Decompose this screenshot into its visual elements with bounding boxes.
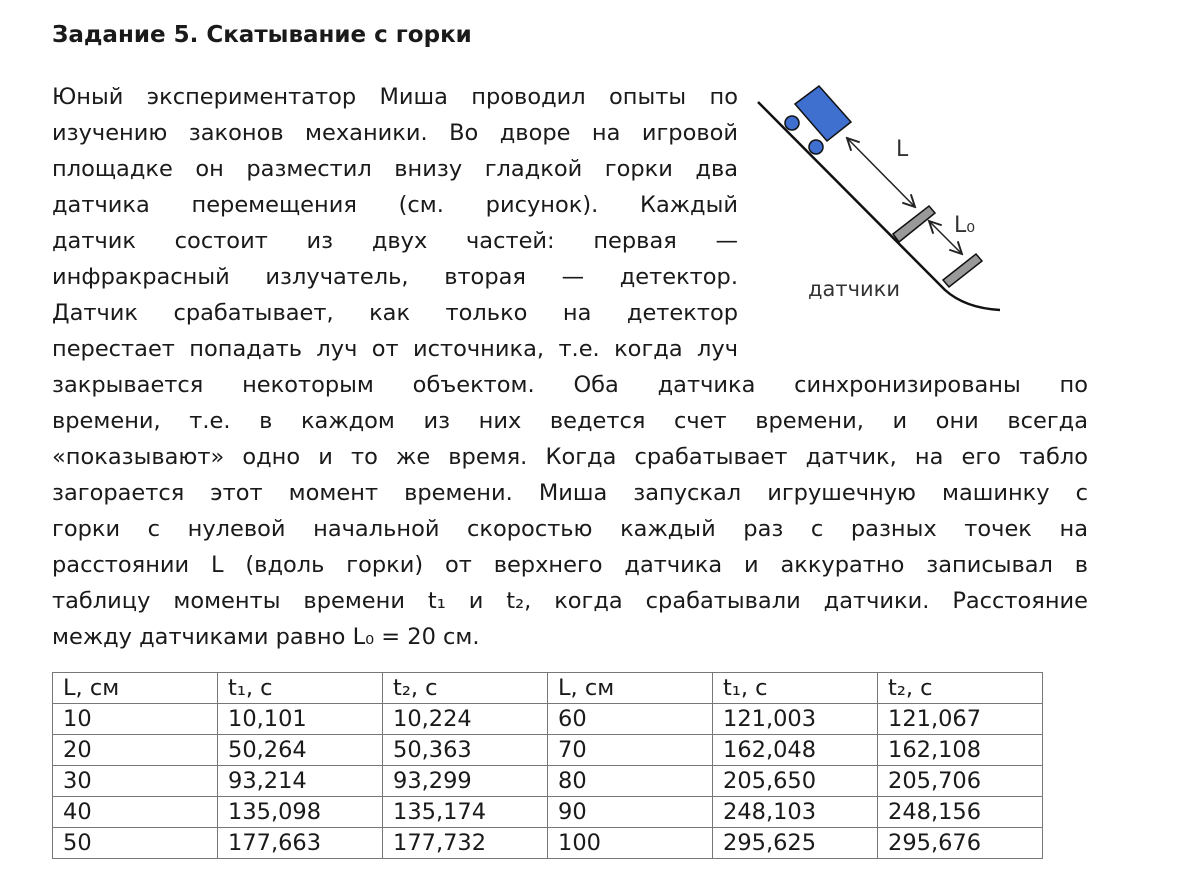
car-wheel bbox=[785, 116, 799, 130]
table-cell: 162,048 bbox=[713, 735, 878, 766]
paragraph-line: между датчиками равно L₀ = 20 см. bbox=[52, 624, 480, 650]
paragraph-line: загорается этот момент времени. Миша запускал игрушечную машинку с bbox=[52, 480, 1088, 506]
data-table bbox=[52, 672, 1043, 859]
table-row bbox=[53, 828, 1043, 859]
table-cell: 50,363 bbox=[383, 735, 548, 766]
paragraph-line: датчика перемещения (см. рисунок). Каждый bbox=[52, 192, 738, 218]
task-title: Задание 5. Скатывание с горки bbox=[52, 22, 472, 48]
paragraph-line: времени, т.е. в каждом из них ведется счет времени, и они всегда bbox=[52, 408, 1088, 434]
column-header: t₂, с bbox=[878, 673, 1043, 704]
table-cell: 20 bbox=[53, 735, 218, 766]
table-cell: 93,299 bbox=[383, 766, 548, 797]
table-cell: 10,224 bbox=[383, 704, 548, 735]
sensor-lower bbox=[943, 254, 982, 287]
paragraph-line: горки с нулевой начальной скоростью каждый раз с разных точек на bbox=[52, 516, 1088, 542]
paragraph-line: расстоянии L (вдоль горки) от верхнего датчика и аккуратно записывал в bbox=[52, 552, 1088, 578]
paragraph-line: закрывается некоторым объектом. Оба датчика синхронизированы по bbox=[52, 372, 1088, 398]
table-header-row bbox=[53, 673, 1043, 704]
sensor-upper bbox=[893, 206, 935, 242]
car-wheel bbox=[809, 140, 823, 154]
table-cell: 121,067 bbox=[878, 704, 1043, 735]
table-cell: 10,101 bbox=[218, 704, 383, 735]
column-header: t₁, с bbox=[713, 673, 878, 704]
table-cell: 248,103 bbox=[713, 797, 878, 828]
paragraph-line: «показывают» одно и то же время. Когда срабатывает датчик, на его табло bbox=[52, 444, 1088, 470]
table-row bbox=[53, 704, 1043, 735]
table-cell: 50 bbox=[53, 828, 218, 859]
table-cell: 10 bbox=[53, 704, 218, 735]
table-cell: 30 bbox=[53, 766, 218, 797]
paragraph-line: инфракрасный излучатель, вторая — детектор. bbox=[52, 264, 738, 290]
table-cell: 135,098 bbox=[218, 797, 383, 828]
table-row bbox=[53, 797, 1043, 828]
label-sensors: датчики bbox=[808, 277, 901, 301]
table-cell: 205,650 bbox=[713, 766, 878, 797]
table-cell: 177,732 bbox=[383, 828, 548, 859]
table-row bbox=[53, 766, 1043, 797]
table-cell: 80 bbox=[548, 766, 713, 797]
table-cell: 90 bbox=[548, 797, 713, 828]
paragraph-line: датчик состоит из двух частей: первая — bbox=[52, 228, 738, 254]
table-cell: 205,706 bbox=[878, 766, 1043, 797]
car-body bbox=[795, 86, 851, 141]
paragraph-line: изучению законов механики. Во дворе на игровой bbox=[52, 120, 738, 146]
column-header: L, см bbox=[53, 673, 218, 704]
paragraph-line: площадке он разместил внизу гладкой горки два bbox=[52, 156, 738, 182]
table-cell: 248,156 bbox=[878, 797, 1043, 828]
table-cell: 121,003 bbox=[713, 704, 878, 735]
column-header: t₁, с bbox=[218, 673, 383, 704]
paragraph-line: таблицу моменты времени t₁ и t₂, когда срабатывали датчики. Расстояние bbox=[52, 588, 1088, 614]
table-cell: 100 bbox=[548, 828, 713, 859]
label-L: L bbox=[896, 137, 909, 162]
table-row bbox=[53, 735, 1043, 766]
paragraph-line: Юный экспериментатор Миша проводил опыты по bbox=[52, 84, 738, 110]
table-cell: 177,663 bbox=[218, 828, 383, 859]
paragraph-line: Датчик срабатывает, как только на детектор bbox=[52, 300, 738, 326]
table-cell: 40 bbox=[53, 797, 218, 828]
table-cell: 60 bbox=[548, 704, 713, 735]
table-cell: 50,264 bbox=[218, 735, 383, 766]
label-L0: L₀ bbox=[954, 213, 976, 238]
table-cell: 135,174 bbox=[383, 797, 548, 828]
table-cell: 70 bbox=[548, 735, 713, 766]
table-cell: 162,108 bbox=[878, 735, 1043, 766]
column-header: t₂, с bbox=[383, 673, 548, 704]
slope-figure bbox=[740, 70, 1020, 330]
column-header: L, см bbox=[548, 673, 713, 704]
table-cell: 93,214 bbox=[218, 766, 383, 797]
table-cell: 295,676 bbox=[878, 828, 1043, 859]
table-cell: 295,625 bbox=[713, 828, 878, 859]
paragraph-line: перестает попадать луч от источника, т.е. когда луч bbox=[52, 336, 738, 362]
